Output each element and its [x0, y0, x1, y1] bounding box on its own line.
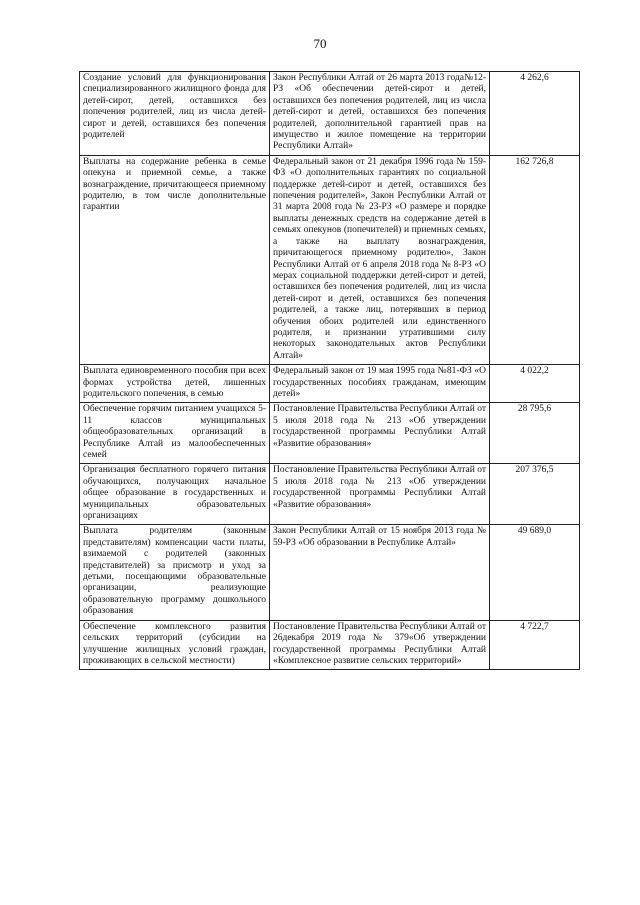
table-row	[80, 525, 580, 620]
table-row	[80, 464, 580, 525]
table-row	[80, 72, 580, 156]
amount-cell: 28 795,6	[490, 403, 580, 464]
measure-cell: Организация бесплатного горячего питания обучающихся, получающих начальное общее образование в государственных и муниципальных образовательных организациях	[80, 464, 270, 525]
law-cell: Постановление Правительства Республики Алтай от 5 июля 2018 года № 213 «Об утверждении государственной программы Республики Алтай «Развитие образования»	[270, 464, 490, 525]
law-cell: Постановление Правительства Республики Алтай от 26декабря 2019 года № 379«Об утверждении государственной программы Республики Алтай «Комплексное развитие сельских территорий»	[270, 620, 490, 670]
table-row	[80, 620, 580, 670]
law-cell: Постановление Правительства Республики Алтай от 5 июля 2018 года № 213 «Об утверждении государственной программы Республики Алтай «Развитие образования»	[270, 403, 490, 464]
measure-cell: Обеспечение горячим питанием учащихся 5-11 классов муниципальных общеобразовательных организаций в Республике Алтай из малообеспеченных семей	[80, 403, 270, 464]
measure-cell: Выплата единовременного пособия при всех формах устройства детей, лишенных родительского попечения, в семью	[80, 365, 270, 403]
amount-cell: 4 262,6	[490, 72, 580, 156]
amount-cell: 4 722,7	[490, 620, 580, 670]
law-cell: Федеральный закон от 21 декабря 1996 года № 159-ФЗ «О дополнительных гарантиях по социальной поддержке детей-сирот и детей, оставшихся без попечения родителей», Закон Республики Алтай от 31 марта 2008 года № 23-РЗ «О размере и порядке выплаты денежных средств на содержание детей в семьях опекунов (попечителей) и приемных семьях, а также на выплату вознаграждения, причитающегося приемному родителю», Закон Республики Алтай от 6 апреля 2018 года № 8-РЗ «О мерах социальной поддержки детей-сирот и детей, оставшихся без попечения родителей, лиц из числа детей-сирот и детей, оставшихся без попечения родителей, а также лиц, потерявших в период обучения обоих родителей или единственного родителя, и признании утратившими силу некоторых законодательных актов Республики Алтай»	[270, 155, 490, 364]
law-cell: Закон Республики Алтай от 26 марта 2013 года№12-РЗ «Об обеспечении детей-сирот и детей, оставшихся без попечения родителей, лиц из числа детей-сирот и детей, оставшихся без попечения родителей, дополнительной гарантией прав на имущество и жилое помещение на территории Республики Алтай»	[270, 72, 490, 156]
law-cell: Закон Республики Алтай от 15 ноября 2013 года № 59-РЗ «Об образовании в Республике Алтай»	[270, 525, 490, 620]
table-row	[80, 155, 580, 364]
page-number: 70	[313, 36, 327, 51]
law-cell: Федеральный закон от 19 мая 1995 года №81-ФЗ «О государственных пособиях гражданам, имеющим детей»	[270, 365, 490, 403]
measure-cell: Создание условий для функционирования специализированного жилищного фонда для детей-сирот, детей, оставшихся без попечения родителей, лиц из числа детей-сирот и детей, оставшихся без попечения родителей	[80, 72, 270, 156]
measure-cell: Выплата родителям (законным представителям) компенсации части платы, взимаемой с родителей (законных представителей) за присмотр и уход за детьми, посещающими образовательные организации, реализующие образовательную программу дошкольного образования	[80, 525, 270, 620]
table-row	[80, 365, 580, 403]
social-measures-table	[79, 71, 580, 670]
measure-cell: Обеспечение комплексного развития сельских территорий (субсидии на улучшение жилищных условий граждан, проживающих в сельской местности)	[80, 620, 270, 670]
amount-cell: 207 376,5	[490, 464, 580, 525]
amount-cell: 49 689,0	[490, 525, 580, 620]
table-row	[80, 403, 580, 464]
measure-cell: Выплаты на содержание ребенка в семье опекуна и приемной семье, а также вознаграждение, причитающееся приемному родителю, в том числе дополнительные гарантии	[80, 155, 270, 364]
amount-cell: 162 726,8	[490, 155, 580, 364]
amount-cell: 4 022,2	[490, 365, 580, 403]
